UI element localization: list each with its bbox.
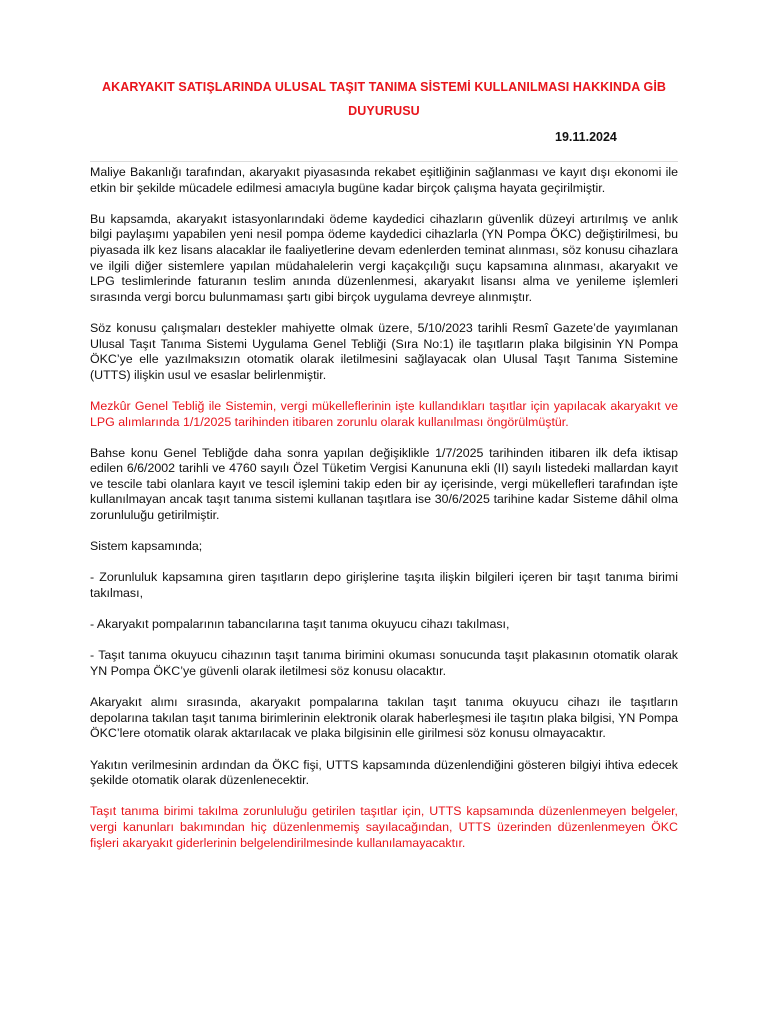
paragraph-receipt: Yakıtın verilmesinin ardından da ÖKC fişi, UTTS kapsamında düzenlendiğini gösteren bilgiyi ihtiva edecek şekilde otomatik olarak düzenlenecektir. (90, 757, 678, 788)
document-body (90, 165, 678, 867)
list-item-nozzle-reader: - Akaryakıt pompalarının tabancılarına taşıt tanıma okuyucu cihazı takılması, (90, 617, 510, 632)
header-divider (90, 161, 678, 162)
paragraph-mandatory-use: Mezkûr Genel Tebliğ ile Sistemin, vergi mükelleflerinin işte kullandıkları taşıtlar için yapılacak akaryakıt ve LPG alımlarında 1/1/2025 tarihinden itibaren zorunlu olarak kullanılması öngörülmüştür. (90, 398, 678, 429)
list-item-plate-transfer: - Taşıt tanıma okuyucu cihazının taşıt tanıma birimini okuması sonucunda taşıt plakasının otomatik olarak YN Pompa ÖKC’ye güvenli olarak iletilmesi söz konusu olacaktır. (90, 648, 678, 678)
paragraph-warning: Taşıt tanıma birimi takılma zorunluluğu getirilen taşıtlar için, UTTS kapsamında düzenlenmeyen belgeler, vergi kanunları bakımından hiç düzenlenmemiş sayılacağından, UTTS üzerinden düzenlenmeyen ÖKC fişleri akaryakıt giderlerinin belgelendirilmesinde kullanılamayacaktır. (90, 804, 678, 850)
paragraph-amendment: Bahse konu Genel Tebliğde daha sonra yapılan değişiklikle 1/7/2025 tarihinden itibaren ilk defa iktisap edilen 6/6/2002 tarihli ve 4760 sayılı Özel Tüketim Vergisi Kanununa ekli (II) sayılı listedeki mallardan kayıt ve tescile tabi olanlara kayıt ve tescil işlemini takip eden bir ay içerisinde, vergi mükellefleri tarafından işte kullanılmayan ancak taşıt tanıma sistemi kullanan taşıtlara ise 30/6/2025 tarihine kadar Sisteme dâhil olma zorunluluğu getirilmiştir. (90, 445, 678, 523)
document-date: 19.11.2024 (555, 130, 617, 144)
paragraph-measures: Bu kapsamda, akaryakıt istasyonlarındaki ödeme kaydedici cihazların güvenlik düzeyi artırılmış ve anlık bilgi paylaşımı yapabilen yeni nesil pompa ödeme kaydedici cihazlarla (YN Pompa ÖKC) değiştirilmesi, bu piyasada ilk kez lisans alacaklar ile faaliyetlerine devam edenlerden teminat alınması, söz konusu cihazlara ve ilgili diğer sistemlere yapılan müdahalelerin vergi kaçakçılığı suçu kapsamına alınması, akaryakıt ve LPG teslimlerinde faturanın teslim anında düzenlenmesi, akaryakıt lisansı alma ve yenileme işlemleri sırasında vergi borcu bulunmaması şartı gibi birçok uygulama devreye alınmıştır. (90, 211, 678, 304)
paragraph-intro: Maliye Bakanlığı tarafından, akaryakıt piyasasında rekabet eşitliğinin sağlanması ve kayıt dışı ekonomi ile etkin bir şekilde mücadele edilmesi amacıyla bugüne kadar birçok çalışma hayata geçirilmiştir. (90, 165, 678, 195)
paragraph-regulation: Söz konusu çalışmaları destekler mahiyette olmak üzere, 5/10/2023 tarihli Resmî Gazete’de yayımlanan Ulusal Taşıt Tanıma Sistemi Uygulama Genel Tebliği (Sıra No:1) ile taşıtların plaka bilgisinin YN Pompa ÖKC’ye elle yazılmaksızın otomatik olarak iletilmesini sağlayacak olan Ulusal Taşıt Tanıma Sistemine (UTTS) ilişkin usul ve esaslar belirlenmiştir. (90, 320, 678, 382)
document-title-continued: DUYURUSU (348, 104, 420, 118)
paragraph-system-scope: Sistem kapsamında; (90, 539, 203, 554)
document-title: AKARYAKIT SATIŞLARINDA ULUSAL TAŞIT TANIMA SİSTEMİ KULLANILMASI HAKKINDA GİB (101, 80, 667, 94)
paragraph-fuel-purchase: Akaryakıt alımı sırasında, akaryakıt pompalarına takılan taşıt tanıma okuyucu cihazı ile taşıtların depolarına takılan taşıt tanıma birimlerinin elektronik olarak haberleşmesi ile taşıtın plaka bilgisi, YN Pompa ÖKC’lere otomatik olarak aktarılacak ve plaka bilgisinin elle girilmesi söz konusu olmayacaktır. (90, 695, 678, 741)
list-item-tank-unit: - Zorunluluk kapsamına giren taşıtların depo girişlerine taşıta ilişkin bilgileri içeren bir taşıt tanıma birimi takılması, (90, 570, 678, 601)
